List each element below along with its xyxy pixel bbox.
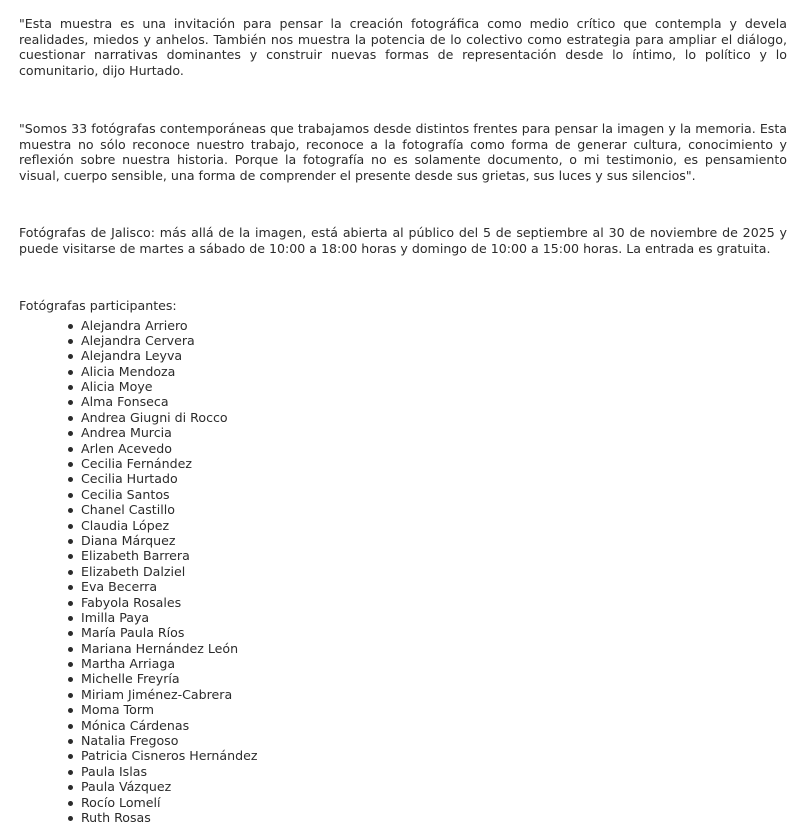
participant-list-item — [67, 610, 787, 625]
bullet-icon — [68, 447, 73, 452]
participant-name: Alicia Moye — [81, 379, 153, 394]
participant-name: Mónica Cárdenas — [81, 718, 189, 733]
participant-name: Andrea Giugni di Rocco — [81, 410, 228, 425]
bullet-icon — [68, 385, 73, 390]
participant-name: Chanel Castillo — [81, 502, 175, 517]
bullet-icon — [68, 339, 73, 344]
bullet-icon — [68, 416, 73, 421]
bullet-icon — [68, 524, 73, 529]
bullet-icon — [68, 647, 73, 652]
participant-list-item — [67, 595, 787, 610]
participant-name: Martha Arriaga — [81, 656, 175, 671]
bullet-icon — [68, 324, 73, 329]
participant-list-item — [67, 579, 787, 594]
participant-name: Michelle Freyría — [81, 671, 180, 686]
participant-list-item — [67, 533, 787, 548]
participant-name: Paula Vázquez — [81, 779, 171, 794]
participant-name: Arlen Acevedo — [81, 441, 172, 456]
participant-list-item — [67, 333, 787, 348]
participant-list-item — [67, 687, 787, 702]
participant-name: Natalia Fregoso — [81, 733, 178, 748]
bullet-icon — [68, 477, 73, 482]
quote-paragraph-hurtado: "Esta muestra es una invitación para pensar la creación fotográfica como medio crítico que contempla y devela realidades, miedos y anhelos. También nos muestra la potencia de lo colectivo como estrategia para ampliar el diálogo, cuestionar narrativas dominantes y construir nuevas formas de representación desde lo íntimo, lo político y lo comunitario, dijo Hurtado. — [19, 0, 787, 78]
participant-name: Cecilia Santos — [81, 487, 170, 502]
participant-list-item — [67, 564, 787, 579]
bullet-icon — [68, 554, 73, 559]
participant-name: Elizabeth Barrera — [81, 548, 190, 563]
participant-name: Eva Becerra — [81, 579, 157, 594]
bullet-icon — [68, 616, 73, 621]
participant-list-item — [67, 318, 787, 333]
bullet-icon — [68, 785, 73, 790]
bullet-icon — [68, 801, 73, 806]
participant-list-item — [67, 394, 787, 409]
participant-list-item — [67, 502, 787, 517]
bullet-icon — [68, 508, 73, 513]
bullet-icon — [68, 754, 73, 759]
participant-name: Rocío Lomelí — [81, 795, 161, 810]
participant-list-item — [67, 656, 787, 671]
participant-list-item — [67, 487, 787, 502]
participant-list-item — [67, 810, 787, 825]
participant-name: Alejandra Leyva — [81, 348, 182, 363]
participant-name: María Paula Ríos — [81, 625, 184, 640]
participant-name: Diana Márquez — [81, 533, 176, 548]
participant-name: Andrea Murcia — [81, 425, 172, 440]
participant-list-item — [67, 702, 787, 717]
participant-name: Mariana Hernández León — [81, 641, 238, 656]
participants-heading: Fotógrafas participantes: — [19, 298, 787, 314]
participant-list-item — [67, 471, 787, 486]
participant-list-item — [67, 518, 787, 533]
participant-list-item — [67, 456, 787, 471]
participant-list-item — [67, 733, 787, 748]
bullet-icon — [68, 631, 73, 636]
participant-name: Paula Islas — [81, 764, 147, 779]
bullet-icon — [68, 539, 73, 544]
bullet-icon — [68, 354, 73, 359]
participant-list-item — [67, 625, 787, 640]
participant-name: Cecilia Hurtado — [81, 471, 178, 486]
participant-list-item — [67, 441, 787, 456]
participant-name: Patricia Cisneros Hernández — [81, 748, 257, 763]
participant-name: Miriam Jiménez-Cabrera — [81, 687, 232, 702]
bullet-icon — [68, 724, 73, 729]
bullet-icon — [68, 662, 73, 667]
participant-list-item — [67, 548, 787, 563]
bullet-icon — [68, 708, 73, 713]
participant-list-item — [67, 364, 787, 379]
bullet-icon — [68, 431, 73, 436]
participant-list-item — [67, 779, 787, 794]
participant-name: Alejandra Arriero — [81, 318, 188, 333]
participant-name: Claudia López — [81, 518, 169, 533]
participant-name: Elizabeth Dalziel — [81, 564, 185, 579]
participant-name: Alma Fonseca — [81, 394, 169, 409]
bullet-icon — [68, 601, 73, 606]
bullet-icon — [68, 585, 73, 590]
bullet-icon — [68, 370, 73, 375]
participant-list-item — [67, 425, 787, 440]
participant-name: Cecilia Fernández — [81, 456, 192, 471]
bullet-icon — [68, 493, 73, 498]
participant-list-item — [67, 795, 787, 810]
participant-name: Imilla Paya — [81, 610, 149, 625]
participant-name: Fabyola Rosales — [81, 595, 181, 610]
participant-name: Moma Torm — [81, 702, 154, 717]
bullet-icon — [68, 677, 73, 682]
participant-name: Alejandra Cervera — [81, 333, 195, 348]
bullet-icon — [68, 770, 73, 775]
participant-name: Alicia Mendoza — [81, 364, 175, 379]
bullet-icon — [68, 693, 73, 698]
bullet-icon — [68, 570, 73, 575]
participant-list-item — [67, 718, 787, 733]
bullet-icon — [68, 739, 73, 744]
bullet-icon — [68, 400, 73, 405]
participant-list-item — [67, 348, 787, 363]
participant-list-item — [67, 748, 787, 763]
participant-list-item — [67, 671, 787, 686]
participant-list-item — [67, 641, 787, 656]
bullet-icon — [68, 462, 73, 467]
participant-list-item — [67, 410, 787, 425]
participant-name: Ruth Rosas — [81, 810, 151, 825]
participants-list — [19, 318, 787, 825]
participant-list-item — [67, 379, 787, 394]
participant-list-item — [67, 764, 787, 779]
quote-paragraph-photographers: "Somos 33 fotógrafas contemporáneas que trabajamos desde distintos frentes para pensar la imagen y la memoria. Esta muestra no sólo reconoce nuestro trabajo, reconoce a la fotografía como forma de generar cultura, conocimiento y reflexión sobre nuestra historia. Porque la fotografía no es solamente documento, o mi testimonio, es pensamiento visual, cuerpo sensible, una forma de comprender el presente desde sus grietas, sus luces y sus silencios". — [19, 121, 787, 183]
exhibition-info-paragraph: Fotógrafas de Jalisco: más allá de la imagen, está abierta al público del 5 de septiembre al 30 de noviembre de 2025 y puede visitarse de martes a sábado de 10:00 a 18:00 horas y domingo de 10:00 a 15:00 horas. La entrada es gratuita. — [19, 225, 787, 256]
